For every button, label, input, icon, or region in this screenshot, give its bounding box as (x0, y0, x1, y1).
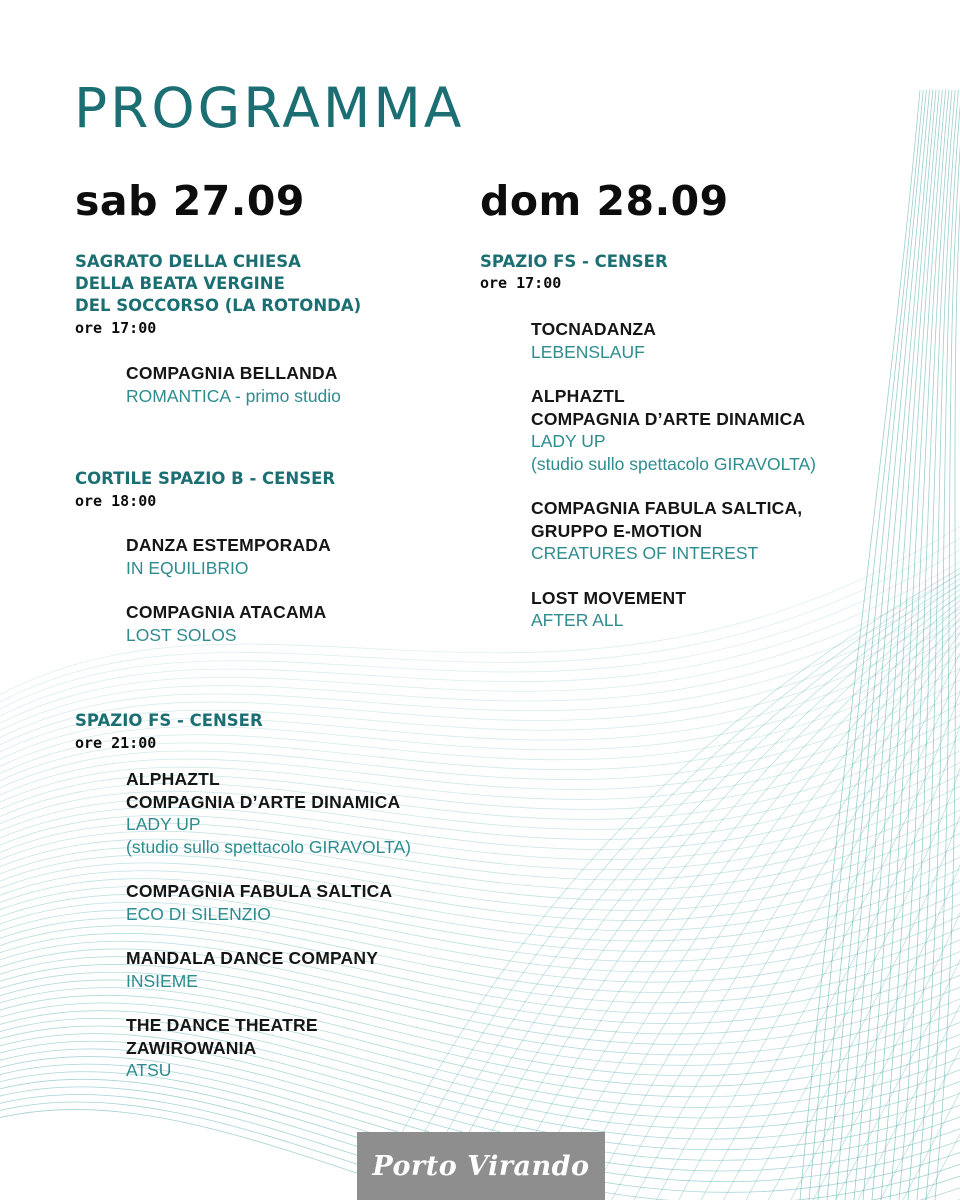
start-time: ore 21:00 (75, 734, 157, 752)
performance-item (126, 534, 495, 579)
company-name: COMPAGNIA ATACAMA (126, 602, 327, 622)
company-name: COMPAGNIA D’ARTE DINAMICA (531, 408, 806, 429)
show-title: INSIEME (126, 970, 198, 991)
day-column-saturday (75, 178, 495, 1082)
start-time: ore 17:00 (480, 274, 562, 292)
performance-item (126, 947, 495, 992)
venue-block (480, 251, 920, 632)
performance-item (126, 362, 495, 407)
logo-text: Porto Virando (372, 1150, 590, 1182)
day-heading: sab 27.09 (75, 177, 305, 225)
show-title: LOST SOLOS (126, 624, 237, 645)
company-name: COMPAGNIA FABULA SALTICA, (531, 498, 803, 518)
company-name: DANZA ESTEMPORADA (126, 535, 331, 555)
venue-name: CORTILE SPAZIO B - CENSER (75, 469, 336, 488)
show-title: AFTER ALL (531, 610, 624, 630)
company-name: LOST MOVEMENT (531, 587, 687, 608)
porto-virando-logo (357, 1132, 605, 1200)
venue-name: SPAZIO FS - CENSER (480, 252, 668, 271)
company-name: THE DANCE THEATRE (126, 1015, 318, 1035)
company-name: COMPAGNIA D’ARTE DINAMICA (126, 791, 401, 812)
venue-name: DEL SOCCORSO (LA ROTONDA) (75, 296, 362, 315)
show-note: (studio sullo spettacolo GIRAVOLTA) (531, 453, 816, 474)
venue-block (75, 710, 495, 1082)
show-title: IN EQUILIBRIO (126, 557, 249, 578)
company-name: COMPAGNIA FABULA SALTICA (126, 881, 393, 901)
venue-name: SPAZIO FS - CENSER (75, 711, 263, 730)
show-note: (studio sullo spettacolo GIRAVOLTA) (126, 836, 411, 857)
venue-name: SAGRATO DELLA CHIESA (75, 252, 301, 271)
performance-item (531, 587, 920, 632)
company-name: TOCNADANZA (531, 319, 657, 339)
show-title: LADY UP (126, 814, 201, 834)
start-time: ore 18:00 (75, 492, 157, 510)
company-name: ALPHAZTL (126, 769, 220, 789)
company-name: MANDALA DANCE COMPANY (126, 948, 379, 968)
page-title: PROGRAMMA (74, 76, 465, 140)
show-title: ECO DI SILENZIO (126, 903, 271, 924)
performance-item (126, 768, 495, 858)
performance-item (126, 880, 495, 925)
show-title: CREATURES OF INTEREST (531, 543, 759, 563)
performance-item (126, 1014, 495, 1082)
show-title: LEBENSLAUF (531, 341, 645, 362)
wave-line (935, 90, 960, 1200)
show-title: ROMANTICA - primo studio (126, 385, 341, 406)
venue-name: DELLA BEATA VERGINE (75, 274, 285, 293)
company-name: ALPHAZTL (531, 386, 625, 406)
show-title: LADY UP (531, 431, 606, 451)
venue-block (75, 251, 495, 407)
company-name: ZAWIROWANIA (126, 1037, 257, 1058)
day-heading: dom 28.09 (480, 177, 729, 225)
performance-item (531, 497, 920, 565)
start-time: ore 17:00 (75, 319, 157, 337)
day-column-sunday (480, 178, 920, 632)
performance-item (531, 318, 920, 363)
show-title: ATSU (126, 1060, 172, 1080)
venue-block (75, 468, 495, 646)
company-name: COMPAGNIA BELLANDA (126, 363, 338, 383)
performance-item (531, 385, 920, 475)
performance-item (126, 601, 495, 646)
wave-line (450, 579, 960, 1200)
company-name: GRUPPO E-MOTION (531, 520, 703, 541)
